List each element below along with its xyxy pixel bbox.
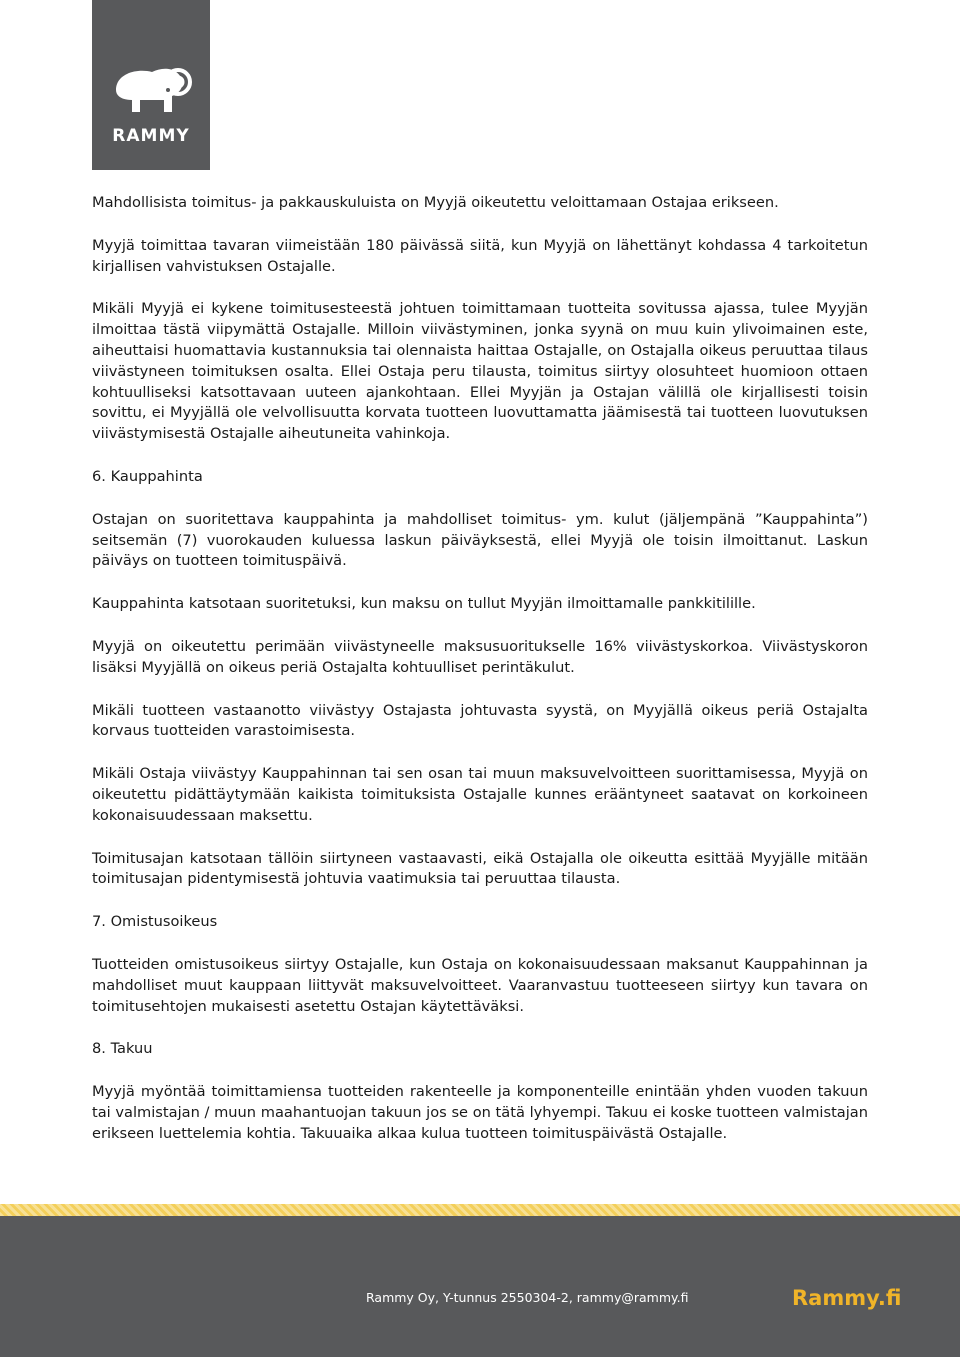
- paragraph: Ostajan on suoritettava kauppahinta ja mahdolliset toimitus- ym. kulut (jäljempänä ”Kauppahinta”) seitsemän (7) vuorokauden kuluessa laskun päiväyksestä, ellei Myyjä ole toisin ilmoittanut. Laskun päiväys on tuotteen toimituspäivä.: [92, 510, 868, 570]
- section-heading-kauppahinta: 6. Kauppahinta: [92, 467, 203, 485]
- paragraph: Mikäli Ostaja viivästyy Kauppahinnan tai sen osan tai muun maksuvelvoitteen suorittamisessa, Myyjä on oikeutettu pidättäytymään kaikista toimituksista Ostajalle kunnes erääntyneet saatavat on korkoineen kokonaisuudessaan maksettu.: [92, 765, 868, 824]
- paragraph: Mikäli Myyjä ei kykene toimitusesteestä johtuen toimittamaan tuotteita sovitussa ajassa, tulee Myyjän ilmoittaa tästä viipymättä Ostajalle. Milloin viivästyminen, jonka syynä on muu kuin ylivoimainen este, aiheuttaisi huomattavia kustannuksia tai olennaista haittaa Ostajalle, on Ostajalla oikeus peruuttaa tilaus viivästyneen toimituksen osalta. Ellei Ostaja peru tilausta, toimitus siirtyy olosuhteet huomioon ottaen kohtuulliseksi katsottavaan uuteen ajankohtaan. Ellei Myyjän ja Ostajan välillä ole kirjallisesti toisin sovittu, ei Myyjällä ole velvollisuutta korvata tuotteen luovuttamatta jäämisestä tai tuotteen luovutuksen viivästymisestä Ostajalle aiheutuneita vahinkoja.: [92, 300, 868, 443]
- footer-contact-info: Rammy Oy, Y-tunnus 2550304-2, rammy@rammy.fi: [366, 1290, 689, 1305]
- footer-divider-stripe: [0, 1204, 960, 1216]
- paragraph: Tuotteiden omistusoikeus siirtyy Ostajalle, kun Ostaja on kokonaisuudessaan maksanut Kauppahinnan ja mahdolliset muut kauppaan liittyvät maksuvelvoitteet. Vaaranvastuu tuotteeseen siirtyy kun tavara on toimitusehtojen mukaisesti asetettu Ostajan käytettäväksi.: [92, 955, 868, 1015]
- section-heading-omistusoikeus: 7. Omistusoikeus: [92, 913, 218, 931]
- paragraph: Mahdollisista toimitus- ja pakkauskuluista on Myyjä oikeutettu veloittamaan Ostajaa erikseen.: [92, 194, 779, 211]
- logo-wordmark: RAMMY: [112, 126, 190, 146]
- paragraph: Myyjä on oikeutettu perimään viivästyneelle maksusuoritukselle 16% viivästyskorkoa. Viivästyskoron lisäksi Myyjällä on oikeus periä Ostajalta kohtuulliset perintäkulut.: [92, 637, 868, 676]
- document-body: [92, 193, 868, 1145]
- paragraph: Toimitusajan katsotaan tällöin siirtyneen vastaavasti, eikä Ostajalla ole oikeutta esittää Myyjälle mitään toimitusajan pidentymisestä johtuvia vaatimuksia tai peruuttaa tilausta.: [92, 849, 868, 888]
- paragraph: Kauppahinta katsotaan suoritetuksi, kun maksu on tullut Myyjän ilmoittamalle pankkitilille.: [92, 595, 756, 613]
- section-heading-takuu: 8. Takuu: [92, 1040, 153, 1058]
- paragraph: Myyjä toimittaa tavaran viimeistään 180 päivässä siitä, kun Myyjä on lähettänyt kohdassa 4 tarkoitetun kirjallisen vahvistuksen Ostajalle.: [92, 236, 868, 275]
- ram-logo-icon: [106, 60, 198, 122]
- header-logo-panel: [92, 0, 210, 170]
- footer: [0, 1216, 960, 1357]
- footer-brand-link[interactable]: Rammy.fi: [792, 1286, 902, 1310]
- paragraph: Mikäli tuotteen vastaanotto viivästyy Ostajasta johtuvasta syystä, on Myyjällä oikeus periä Ostajalta korvaus tuotteiden varastoimisesta.: [92, 701, 868, 740]
- paragraph: Myyjä myöntää toimittamiensa tuotteiden rakenteelle ja komponenteille enintään yhden vuoden takuun tai valmistajan / muun maahantuojan takuun jos se on tätä lyhyempi. Takuu ei koske tuotteen valmistajan erikseen luettelemia kohtia. Takuuaika alkaa kulua tuotteen toimituspäivästä Ostajalle.: [92, 1083, 868, 1142]
